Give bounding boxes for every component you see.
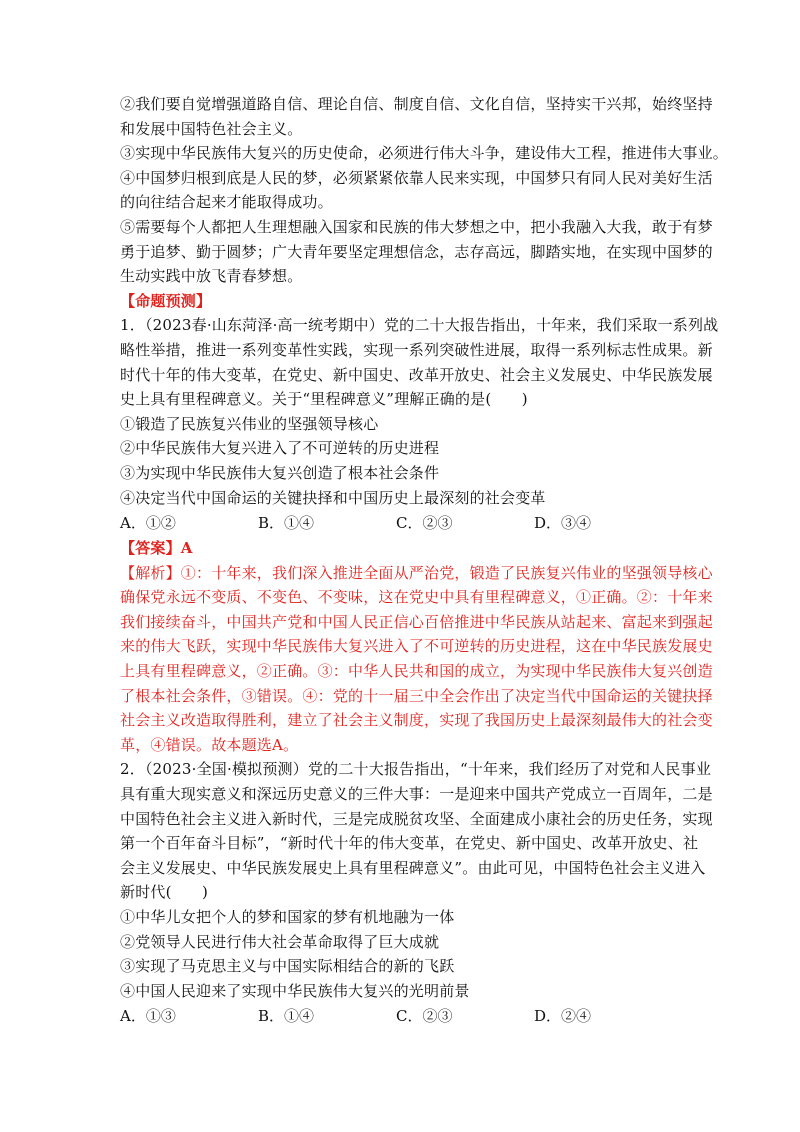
question-item: ③实现了马克思主义与中国实际相结合的新的飞跃 (120, 957, 455, 976)
option-a: A．①② (120, 514, 176, 533)
option-b: B．①④ (258, 1007, 315, 1026)
analysis-line: 【解析】①：十年来，我们深入推进全面从严治党，锻造了民族复兴伟业的坚强领导核心 (120, 563, 713, 582)
question-1 (120, 313, 719, 757)
intro-line: 生动实践中放飞青春梦想。 (120, 267, 303, 286)
option-c: C．②③ (396, 514, 453, 533)
intro-line: ⑤需要每个人都把人生理想融入国家和民族的伟大梦想之中，把小我融入大我，敢于有梦 (120, 217, 713, 236)
question-stem-line: 新时代( ) (120, 883, 209, 902)
question-stem-line: 第一个百年奋斗目标”，“新时代十年的伟大变革，在党史、新中国史、改革开放史、社 (120, 834, 699, 853)
section-title: 【命题预测】 (120, 291, 212, 310)
option-c: C．②③ (396, 1007, 453, 1026)
answer-label: 【答案】A (120, 539, 193, 558)
question-item: ③为实现中华民族伟大复兴创造了根本社会条件 (120, 463, 440, 482)
question-item: ④决定当代中国命运的关键抉择和中国历史上最深刻的社会变革 (120, 488, 546, 507)
analysis-line: 来的伟大飞跃，实现中华民族伟大复兴进入了不可逆转的历史进程，这在中华民族发展史 (120, 637, 713, 656)
option-d: D．③④ (534, 514, 592, 533)
intro-line: ②我们要自觉增强道路自信、理论自信、制度自信、文化自信，坚持实干兴邦，始终坚持 (120, 95, 713, 113)
analysis-line: 了根本社会条件，③错误。④：党的十一届三中全会作出了决定当代中国命运的关键抉择 (120, 686, 713, 705)
question-stem-line: 2．（2023·全国·模拟预测）党的二十大报告指出，“十年来，我们经历了对党和人民事业 (120, 760, 712, 779)
question-item: ④中国人民迎来了实现中华民族伟大复兴的光明前景 (120, 981, 470, 1000)
question-item: ②中华民族伟大复兴进入了不可逆转的历史进程 (120, 439, 440, 458)
question-item: ①中华儿女把个人的梦和国家的梦有机地融为一体 (120, 908, 455, 926)
question-stem-line: 具有重大现实意义和深远历史意义的三件大事：一是迎来中国共产党成立一百周年，二是 (120, 785, 713, 804)
answer-options (120, 1003, 696, 1029)
analysis-line: 确保党永远不变质、不变色、不变味，这在党史中具有里程碑意义，①正确。②：十年来 (120, 588, 713, 607)
option-a: A．①③ (120, 1007, 176, 1026)
option-b: B．①④ (258, 514, 315, 533)
intro-block (120, 92, 729, 289)
question-item: ①锻造了民族复兴伟业的坚强领导核心 (120, 414, 379, 433)
option-d: D．②④ (534, 1007, 592, 1026)
question-stem-line: 时代十年的伟大变革，在党史、新中国史、改革开放史、社会主义发展史、中华民族发展 (120, 365, 713, 384)
question-stem-line: 中国特色社会主义进入新时代，三是完成脱贫攻坚、全面建成小康社会的历史任务，实现 (120, 809, 713, 828)
intro-line: 的向往结合起来才能取得成功。 (120, 193, 333, 212)
intro-line: ③实现中华民族伟大复兴的历史使命，必须进行伟大斗争，建设伟大工程，推进伟大事业。 (120, 144, 729, 163)
analysis-line: 上具有里程碑意义，②正确。③：中华人民共和国的成立，为实现中华民族伟大复兴创造 (120, 662, 713, 681)
question-stem-line: 史上具有里程碑意义。关于“里程碑意义”理解正确的是( ) (120, 390, 528, 409)
answer-options (120, 510, 696, 536)
question-stem-line: 略性举措，推进一系列变革性实践，实现一系列突破性进展，取得一系列标志性成果。新 (120, 340, 713, 359)
question-item: ②党领导人民进行伟大社会革命取得了巨大成就 (120, 932, 440, 951)
analysis-line: 革，④错误。故本题选A。 (120, 735, 299, 754)
intro-line: ④中国梦归根到底是人民的梦，必须紧紧依靠人民来实现，中国梦只有同人民对美好生活 (120, 168, 713, 187)
intro-line: 勇于追梦、勤于圆梦；广大青年要坚定理想信念，志存高远，脚踏实地，在实现中国梦的 (120, 242, 713, 261)
analysis-line: 我们接续奋斗，中国共产党和中国人民正信心百倍推进中华民族从站起来、富起来到强起 (120, 612, 713, 631)
intro-line: 和发展中国特色社会主义。 (120, 119, 303, 138)
question-stem-line: 1．（2023春·山东菏泽·高一统考期中）党的二十大报告指出，十年来，我们采取一系列战 (120, 316, 719, 335)
question-stem-line: 会主义发展史、中华民族发展史上具有里程碑意义”。由此可见，中国特色社会主义进入 (120, 858, 706, 877)
question-2 (120, 757, 713, 1029)
document-page (120, 92, 729, 1029)
analysis-line: 社会主义改造取得胜利，建立了社会主义制度，实现了我国历史上最深刻最伟大的社会变 (120, 711, 713, 730)
